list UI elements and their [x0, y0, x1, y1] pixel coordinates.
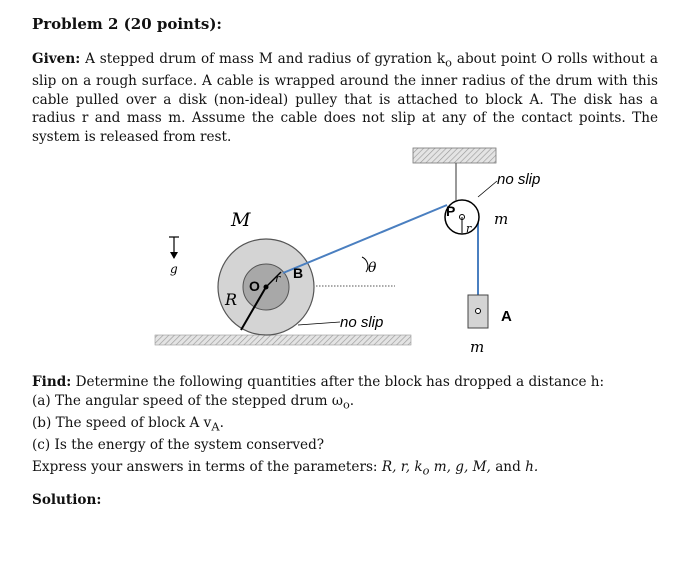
inner-radius-label: r: [275, 272, 281, 285]
no-slip-pulley-label: no slip: [497, 171, 541, 188]
pulley-radius-label: r: [466, 222, 472, 235]
express-params: R, r, k: [381, 459, 423, 475]
gravity-label: g: [170, 262, 178, 276]
problem-title: Problem 2 (20 points):: [32, 15, 222, 33]
cable-drum-to-pulley: [283, 205, 447, 273]
given-sub: o: [445, 55, 452, 70]
express-line: Express your answers in terms of the parameters: R, r, $k_o$ m, g, M, and h.: [32, 459, 539, 478]
express-params-2: m, g, M,: [433, 459, 491, 475]
find-item-b: (b) The speed of block A $v_A$.: [32, 414, 224, 434]
ground-surface: [155, 335, 411, 345]
express-and: and: [495, 459, 521, 475]
block-attach-point: [476, 309, 481, 314]
find-item-c: (c) Is the energy of the system conserved?: [32, 436, 325, 453]
find-section: [32, 373, 658, 454]
solution-label: Solution:: [32, 492, 102, 508]
pulley-mass-label: m: [494, 210, 509, 228]
outer-radius-label: R: [225, 290, 238, 309]
center-point-O: [264, 285, 269, 290]
pulley-P-label: P: [446, 203, 456, 219]
theta-label: θ: [368, 260, 377, 276]
gravity-arrow: [169, 237, 179, 259]
given-text: A stepped drum of mass M and radius of gyration k: [85, 51, 446, 67]
express-text: Express your answers in terms of the parameters:: [32, 459, 378, 475]
ceiling-support: [413, 148, 496, 163]
find-intro: Determine the following quantities after the block has dropped a distance h:: [75, 374, 605, 390]
no-slip-pulley-pointer: [478, 181, 497, 197]
find-label: Find:: [32, 374, 72, 390]
find-intro-line: [32, 373, 658, 392]
no-slip-ground-pointer: [298, 322, 340, 325]
center-label-O: O: [249, 278, 260, 294]
given-label: Given:: [32, 51, 81, 67]
point-B-label: B: [293, 265, 304, 281]
express-h: h.: [525, 459, 539, 475]
drum-mass-label: M: [231, 209, 251, 231]
no-slip-ground-label: no slip: [340, 314, 384, 331]
block-A-label: A: [501, 308, 512, 325]
find-item-a: (a) The angular speed of the stepped drum $\omega_o$.: [32, 392, 355, 412]
given-text-2: about point O rolls without a slip on a rough surface. A cable is wrapped around the inner radius of the drum with this cable pulled over a disk (non-ideal) pulley that is attached to block A. The disk has a radius r and mass m. Assume the cable does not slip at any of the contact points. The system is released from rest.: [32, 51, 658, 145]
block-mass-label: m: [470, 338, 485, 356]
